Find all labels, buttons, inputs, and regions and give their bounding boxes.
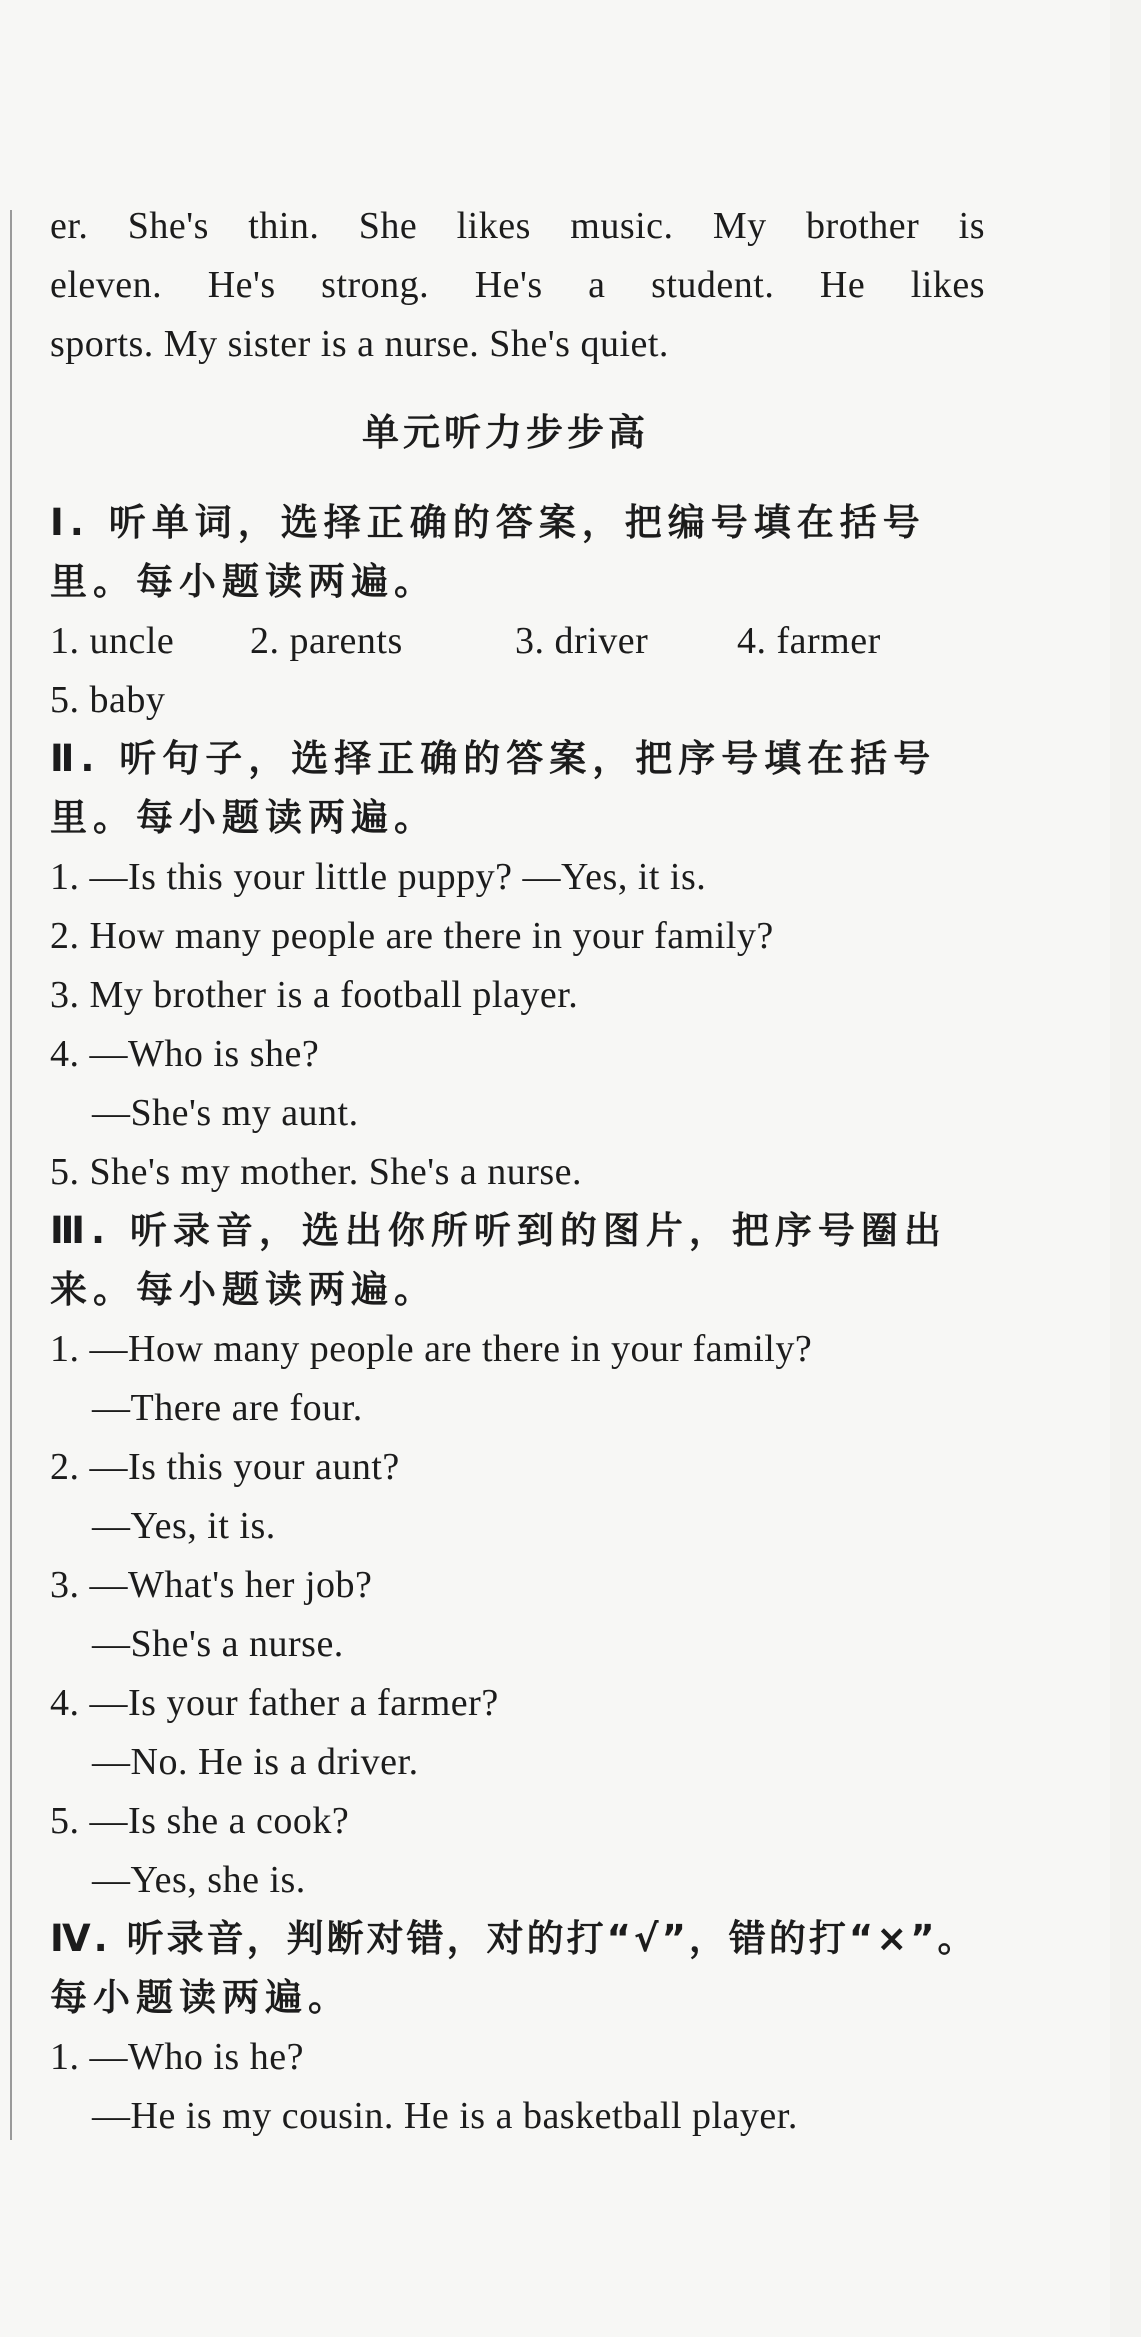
dialogue-line: —Yes, she is.: [92, 1859, 306, 1901]
dialogue-line: 2. —Is this your aunt?: [50, 1446, 400, 1488]
dialogue-line: —There are four.: [92, 1387, 363, 1429]
word-item: 5. baby: [50, 679, 166, 721]
dialogue-line: —Yes, it is.: [92, 1505, 276, 1547]
dialogue-line: —No. He is a driver.: [92, 1741, 419, 1783]
section-2-heading-cont: 里。每小题读两遍。: [50, 796, 437, 839]
section-1-heading: Ⅰ. 听单词，选择正确的答案，把编号填在括号: [50, 501, 926, 544]
dialogue-line: 5. —Is she a cook?: [50, 1800, 350, 1842]
section-4-heading: Ⅳ. 听录音，判断对错，对的打“√”，错的打“×”。: [50, 1917, 978, 1960]
intro-line-1: er. She's thin. She likes music. My brother is: [50, 205, 985, 247]
section-4-heading-cont: 每小题读两遍。: [50, 1976, 351, 2019]
sentence-line: 5. She's my mother. She's a nurse.: [50, 1151, 583, 1193]
intro-line-3: sports. My sister is a nurse. She's quiet.: [50, 323, 669, 365]
section-2-heading: Ⅱ. 听句子，选择正确的答案，把序号填在括号: [50, 737, 937, 780]
dialogue-line: 3. —What's her job?: [50, 1564, 373, 1606]
sentence-line: 2. How many people are there in your family?: [50, 915, 774, 957]
sentence-line: 4. —Who is she?: [50, 1033, 320, 1075]
dialogue-line: —He is my cousin. He is a basketball player.: [92, 2095, 798, 2137]
dialogue-line: 4. —Is your father a farmer?: [50, 1682, 499, 1724]
section-1-heading-cont: 里。每小题读两遍。: [50, 560, 437, 603]
sentence-line: 3. My brother is a football player.: [50, 974, 579, 1016]
section-title: 单元听力步步高: [362, 411, 649, 454]
sentence-line: 1. —Is this your little puppy? —Yes, it is.: [50, 856, 707, 898]
section-3-heading-cont: 来。每小题读两遍。: [50, 1268, 437, 1311]
section-1-words: [50, 618, 881, 664]
section-3-heading: Ⅲ. 听录音，选出你所听到的图片，把序号圈出: [50, 1209, 947, 1252]
margin-rule: [10, 210, 12, 2140]
word-item: 4. farmer: [737, 620, 881, 662]
word-item: 2. parents: [250, 620, 403, 662]
sentence-line: —She's my aunt.: [92, 1092, 359, 1134]
dialogue-line: 1. —How many people are there in your family?: [50, 1328, 813, 1370]
dialogue-line: —She's a nurse.: [92, 1623, 344, 1665]
intro-line-2: eleven. He's strong. He's a student. He likes: [50, 264, 985, 306]
word-item: 3. driver: [515, 620, 649, 662]
dialogue-line: 1. —Who is he?: [50, 2036, 304, 2078]
word-item: 1. uncle: [50, 620, 175, 662]
